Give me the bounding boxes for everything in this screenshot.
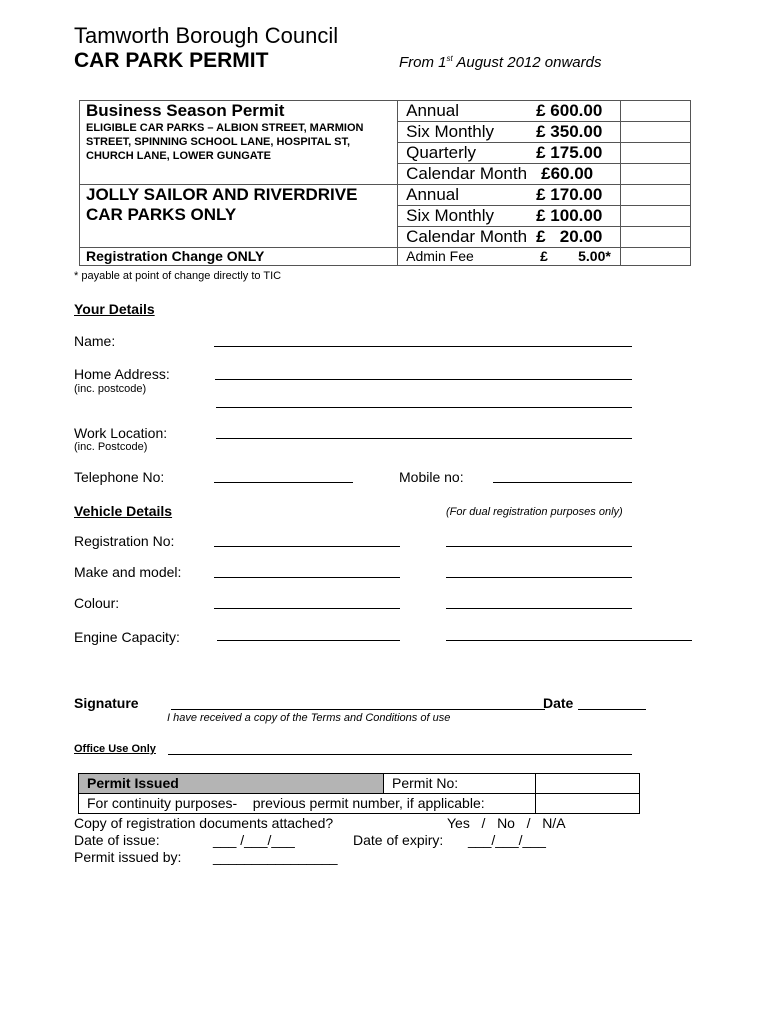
office-use-rule bbox=[168, 754, 632, 755]
jolly-sailor-title: JOLLY SAILOR AND RIVERDRIVE CAR PARKS ONLY bbox=[86, 185, 358, 224]
home-address-field-1[interactable] bbox=[215, 379, 632, 380]
terms-note: I have received a copy of the Terms and Conditions of use bbox=[167, 712, 451, 724]
work-location-note: (inc. Postcode) bbox=[74, 441, 148, 453]
date-of-issue-label: Date of issue: bbox=[74, 832, 160, 848]
work-location-field[interactable] bbox=[216, 438, 632, 439]
permit-issued-cell: Permit Issued bbox=[79, 774, 384, 794]
make-model-field-1[interactable] bbox=[214, 577, 400, 578]
business-options bbox=[398, 101, 621, 185]
page-title: CAR PARK PERMIT bbox=[74, 49, 269, 72]
engine-capacity-label: Engine Capacity: bbox=[74, 629, 180, 645]
jolly-option-calendar-month: Calendar Month £ 20.00 bbox=[398, 226, 620, 247]
permit-no-field[interactable] bbox=[536, 774, 640, 794]
signature-field[interactable] bbox=[171, 709, 545, 710]
name-field[interactable] bbox=[214, 346, 632, 347]
admin-fee-cell bbox=[398, 248, 621, 266]
previous-permit-field[interactable] bbox=[536, 794, 640, 814]
price-table bbox=[79, 100, 691, 266]
engine-capacity-field-1[interactable] bbox=[217, 640, 400, 641]
mobile-field[interactable] bbox=[493, 482, 632, 483]
date-of-expiry-field[interactable]: ___/___/___ bbox=[468, 832, 546, 848]
home-address-field-2[interactable] bbox=[216, 407, 632, 408]
signature-label: Signature bbox=[74, 695, 139, 711]
registration-change-title: Registration Change ONLY bbox=[86, 248, 265, 264]
make-model-label: Make and model: bbox=[74, 564, 182, 580]
colour-field-1[interactable] bbox=[214, 608, 400, 609]
colour-field-2[interactable] bbox=[446, 608, 632, 609]
option-quarterly: Quarterly £ 175.00 bbox=[398, 142, 620, 163]
work-location-label: Work Location: bbox=[74, 425, 168, 441]
jolly-option-six-monthly: Six Monthly £ 100.00 bbox=[398, 205, 620, 226]
copy-docs-options[interactable]: Yes / No / N/A bbox=[447, 815, 566, 831]
home-address-note: (inc. postcode) bbox=[74, 383, 147, 395]
option-annual: Annual £ 600.00 bbox=[406, 101, 603, 120]
jolly-option-annual: Annual £ 170.00 bbox=[406, 185, 603, 204]
registration-change-cell bbox=[80, 248, 398, 266]
date-field[interactable] bbox=[578, 709, 646, 710]
name-label: Name: bbox=[74, 333, 116, 349]
issued-by-field[interactable]: ________________ bbox=[213, 849, 338, 865]
registration-no-label: Registration No: bbox=[74, 533, 175, 549]
business-car-parks: ELIGIBLE CAR PARKS – ALBION STREET, MARMION STREET, SPINNING SCHOOL LANE, HOSPITAL ST, CHURCH LANE, LOWER GUNGATE bbox=[86, 122, 364, 162]
business-permit-cell bbox=[80, 101, 398, 185]
issued-by-label: Permit issued by: bbox=[74, 849, 182, 865]
make-model-field-2[interactable] bbox=[446, 577, 632, 578]
home-address-label: Home Address: bbox=[74, 366, 170, 382]
mobile-label: Mobile no: bbox=[399, 469, 464, 485]
date-of-expiry-label: Date of expiry: bbox=[353, 832, 444, 848]
jolly-sailor-cell bbox=[80, 185, 398, 248]
copy-docs-label: Copy of registration documents attached? bbox=[74, 815, 334, 831]
valid-from-note: From 1st August 2012 onwards bbox=[399, 54, 602, 71]
dual-registration-note: (For dual registration purposes only) bbox=[446, 506, 623, 518]
jolly-options bbox=[398, 185, 621, 248]
continuity-label: For continuity purposes- previous permit number, if applicable: bbox=[79, 794, 536, 814]
permit-no-label: Permit No: bbox=[384, 774, 536, 794]
telephone-label: Telephone No: bbox=[74, 469, 165, 485]
office-use-heading: Office Use Only bbox=[74, 743, 156, 755]
registration-no-field-2[interactable] bbox=[446, 546, 632, 547]
date-label: Date bbox=[543, 695, 574, 711]
colour-label: Colour: bbox=[74, 595, 120, 611]
business-permit-title: Business Season Permit bbox=[86, 101, 285, 120]
jolly-tick-cells[interactable] bbox=[621, 185, 691, 248]
business-tick-cells[interactable] bbox=[621, 101, 691, 185]
admin-fee-tick-cell[interactable] bbox=[621, 248, 691, 266]
registration-no-field-1[interactable] bbox=[214, 546, 400, 547]
date-of-issue-field[interactable]: ___ /___/___ bbox=[213, 832, 295, 848]
option-six-monthly: Six Monthly £ 350.00 bbox=[398, 121, 620, 142]
your-details-heading: Your Details bbox=[74, 301, 155, 317]
option-calendar-month: Calendar Month £60.00 bbox=[398, 163, 620, 184]
telephone-field[interactable] bbox=[214, 482, 353, 483]
engine-capacity-field-2[interactable] bbox=[446, 640, 692, 641]
office-table bbox=[78, 773, 640, 814]
admin-fee: Admin Fee £ 5.00* bbox=[406, 248, 611, 264]
footnote: * payable at point of change directly to TIC bbox=[74, 270, 282, 282]
council-name: Tamworth Borough Council bbox=[74, 23, 339, 48]
vehicle-details-heading: Vehicle Details bbox=[74, 503, 173, 519]
